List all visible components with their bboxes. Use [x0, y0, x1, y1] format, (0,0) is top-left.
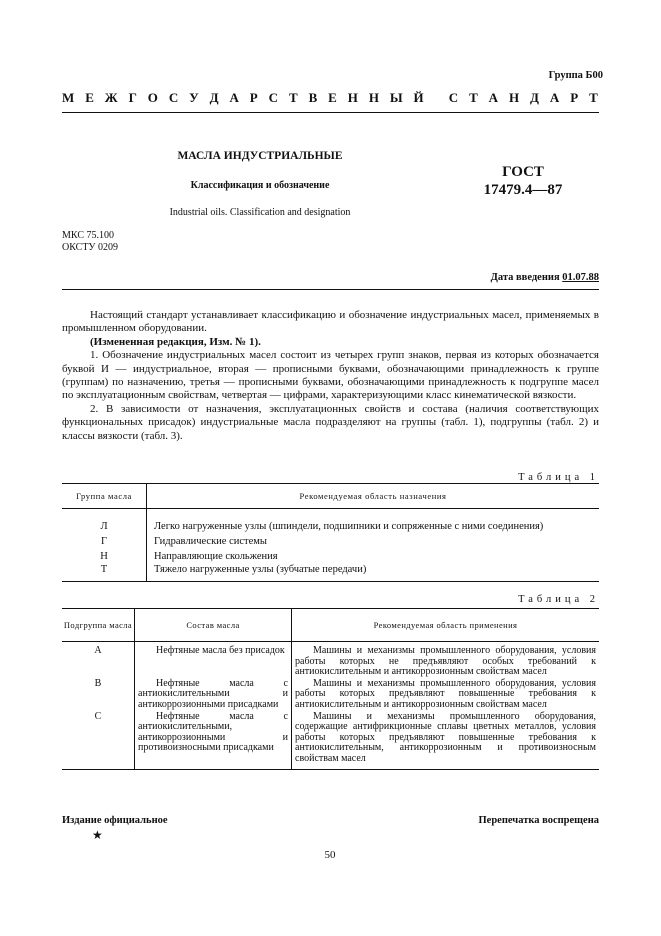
reprint-prohibited: Перепечатка воспрещена	[478, 815, 599, 826]
group-code: Группа Б00	[548, 70, 603, 81]
heading-rule	[62, 112, 599, 113]
group-cell: Т	[62, 564, 147, 582]
table-row	[62, 534, 599, 549]
heading-letter: Н	[368, 90, 379, 105]
heading-letter: А	[229, 90, 239, 105]
paragraph-intro: Настоящий стандарт устанавливает классификацию и обозначение индустриальных масел, применяемых в промышленном оборудовании.	[62, 309, 599, 335]
table-row	[62, 642, 599, 678]
table-row	[62, 711, 599, 769]
composition-cell: Нефтяные масла с антиокислительными, антикоррозионными и противоизносными присадками	[135, 711, 292, 769]
table2-label: Таблица 2	[518, 594, 599, 605]
group-cell: Н	[62, 549, 147, 564]
heading-gap	[435, 90, 438, 106]
heading-letter: Ж	[104, 90, 118, 105]
heading-letter: Ы	[389, 90, 403, 105]
english-title: Industrial oils. Classification and designation	[169, 207, 351, 218]
use-cell: Направляющие скольжения	[154, 551, 278, 562]
table-row	[62, 549, 599, 564]
classification-codes	[62, 230, 118, 254]
use-cell: Легко нагруженные узлы (шпиндели, подшипники и сопряженные с ними соединения)	[154, 521, 544, 532]
application-cell: Машины и механизмы промышленного оборудования, условия работы которых предъявляют повышенные требования к антиокислительным и антикоррозионным свойствам масел	[295, 677, 596, 710]
heading-letter: С	[448, 90, 459, 105]
heading-letter: Е	[328, 90, 337, 105]
table-row	[62, 519, 599, 534]
table2-header-application: Рекомендуемая область применения	[292, 609, 600, 642]
heading-letter: Г	[128, 90, 137, 105]
heading-letter: М	[62, 90, 75, 105]
table1-header-use: Рекомендуемая область назначения	[147, 484, 600, 509]
official-edition: Издание официальное	[62, 815, 168, 826]
mks-code: МКС 75.100	[62, 230, 114, 241]
application-cell: Машины и механизмы промышленного оборудования, содержащие антифрикционные сплавы цветных металлов, условия работы которых предъявляют повышенные требования к антиокислительным, антикоррозионным и противоизносным свойствам масел	[292, 711, 600, 769]
table-row	[62, 564, 599, 582]
document-title: МАСЛА ИНДУСТРИАЛЬНЫЕ	[177, 150, 343, 162]
heading-letter: В	[308, 90, 318, 105]
heading-letter: Т	[288, 90, 298, 105]
gost-label: ГОСТ	[502, 164, 544, 180]
table-oil-groups	[62, 483, 599, 582]
okstu-code: ОКСТУ 0209	[62, 242, 119, 253]
composition-cell: Нефтяные масла с антиокислительными и антикоррозионными присадками	[135, 678, 292, 711]
intro-date-label: Дата введения	[490, 272, 560, 283]
use-cell: Тяжело нагруженные узлы (зубчатые передачи)	[147, 564, 600, 582]
heading-letter: Д	[209, 90, 219, 105]
paragraph-2: 2. В зависимости от назначения, эксплуатационных свойств и состава (наличия соответствующих функциональных присадок) индустриальные масла подразделяют на группы (табл. 1), подгруппы (табл. 2) и классы вязкости (табл. 3).	[62, 402, 599, 442]
intro-rule	[62, 289, 599, 290]
group-cell: Г	[62, 534, 147, 549]
heading-letter: Д	[530, 90, 539, 105]
heading-letter: Т	[469, 90, 478, 105]
heading-letter: Е	[85, 90, 94, 105]
heading-letter: Н	[347, 90, 358, 105]
body-text	[62, 309, 599, 443]
subgroup-cell: В	[62, 678, 135, 711]
star-icon: ★	[92, 828, 103, 842]
use-cell: Гидравлические системы	[154, 536, 267, 547]
paragraph-amendment: (Измененная редакция, Изм. № 1).	[90, 335, 261, 348]
interstate-standard-heading	[62, 90, 598, 106]
table-oil-subgroups	[62, 608, 599, 770]
introduction-date	[491, 272, 599, 283]
heading-letter: А	[549, 90, 560, 105]
heading-letter: Р	[249, 90, 258, 105]
document-subtitle: Классификация и обозначение	[190, 180, 330, 191]
heading-letter: С	[168, 90, 179, 105]
heading-letter: А	[488, 90, 499, 105]
heading-letter: Н	[508, 90, 520, 105]
table2-header-subgroup: Подгруппа масла	[62, 609, 135, 642]
gost-designation	[468, 163, 578, 199]
composition-cell: Нефтяные масла без присадок	[135, 642, 292, 678]
heading-letter: С	[268, 90, 279, 105]
page-number: 50	[324, 849, 336, 861]
paragraph-1: 1. Обозначение индустриальных масел состоит из четырех групп знаков, первая из которых обозначается буквой И — индустриальное, вторая — прописными буквами, обозначающими принадлежность к группе (группам) по назначению, третья — прописными буквами, обозначающими принадлежность к подгруппе масел по эксплуатационным свойствам, четвертая — цифрами, характеризующими класс кинематической вязкости.	[62, 349, 599, 402]
heading-letter: Р	[570, 90, 579, 105]
heading-letter: Й	[413, 90, 424, 105]
heading-letter: О	[147, 90, 158, 105]
group-cell: Л	[62, 519, 147, 534]
gost-number: 17479.4—87	[483, 182, 563, 198]
intro-date-value: 01.07.88	[562, 272, 599, 283]
application-cell: Машины и механизмы промышленного оборудования, условия работы которых не предъявляют особых требований к антиокислительным и антикоррозионным свойствам масел	[295, 645, 596, 678]
table1-header-group: Группа масла	[62, 484, 147, 509]
heading-letter: У	[189, 90, 199, 105]
table2-header-composition: Состав масла	[135, 609, 292, 642]
heading-letter: Т	[589, 90, 598, 105]
table1-label: Таблица 1	[518, 472, 599, 483]
table-row	[62, 678, 599, 711]
subgroup-cell: С	[62, 711, 135, 769]
subgroup-cell: А	[62, 642, 135, 678]
